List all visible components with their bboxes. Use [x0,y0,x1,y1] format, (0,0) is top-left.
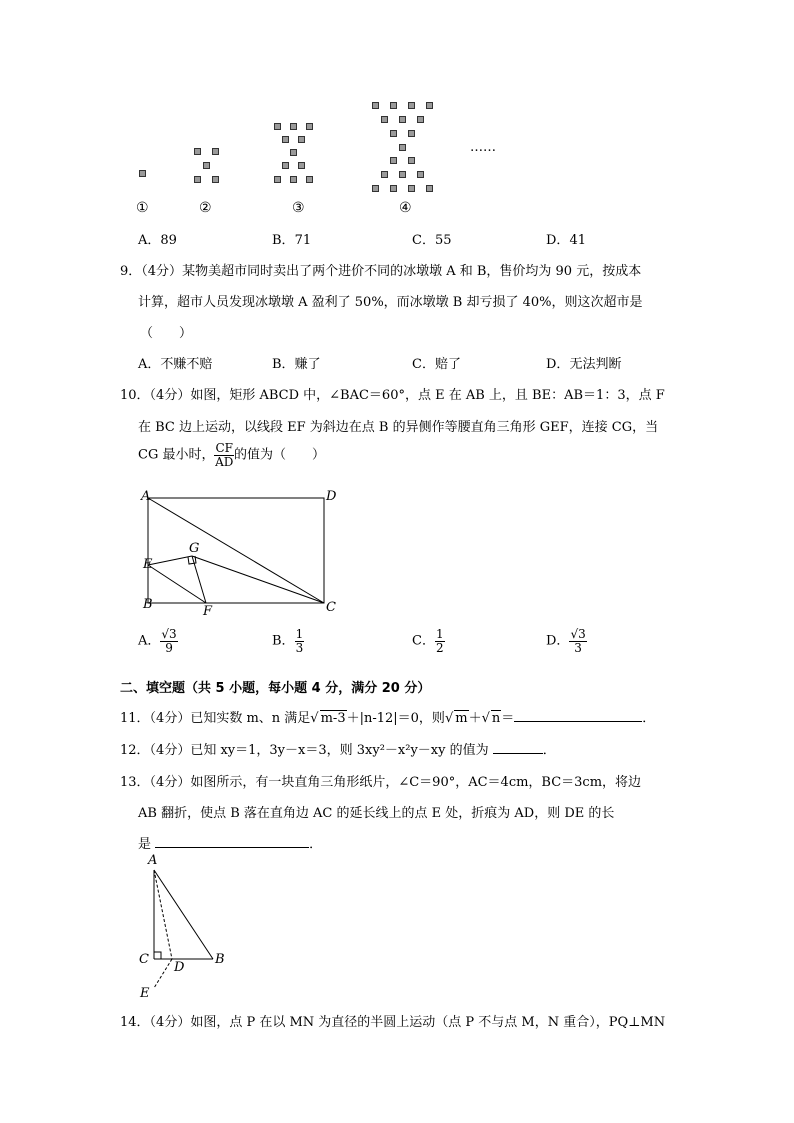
pattern-square [408,102,415,109]
q10-label-a: A [141,489,151,504]
pattern-square [298,136,305,143]
pattern-square [274,123,281,130]
pattern-square [282,162,289,169]
q13-label-b: B [215,952,225,967]
pattern-square [306,123,313,130]
q10-label-g: G [189,541,200,556]
pattern-square [372,185,379,192]
q9-line1: 9．（4分）某物美超市同时卖出了两个进价不同的冰墩墩 A 和 B，售价均为 90 元，按成本 [120,264,642,279]
q10-line3: CG 最小时， $\frac{CF}{AD}$ 的值为（ ） [138,441,325,469]
q14-line1: 14．（4分）如图，点 P 在以 MN 为直径的半圆上运动（点 P 不与点 M，N 重合），PQ⊥MN [120,1015,666,1030]
q10-label-b: B [143,597,153,612]
q13-label-a: A [148,853,158,868]
pattern-ellipsis: …… [470,140,496,155]
pattern-square [290,149,297,156]
pattern-square [417,171,424,178]
pattern-square [194,148,201,155]
q8-option-a: A．89 [138,233,177,248]
q13-label-d: D [174,960,185,975]
q10-label-d: D [326,489,337,504]
pattern-label-1: ① [136,200,149,216]
q13-line2: AB 翻折，使点 B 落在直角边 AC 的延长线上的点 E 处，折痕为 AD，则 DE 的长 [138,806,615,821]
q10-option-b: B． $\frac{1}{3}$ [272,627,304,655]
pattern-square [390,185,397,192]
pattern-square [408,130,415,137]
q9-option-d: D．无法判断 [546,357,622,372]
section-heading: 二、填空题（共 5 小题，每小题 4 分，满分 20 分） [120,681,431,696]
pattern-square [399,171,406,178]
q9-line3: （ ） [140,326,193,341]
pattern-square [290,176,297,183]
q10-label-e: E [143,557,153,572]
pattern-square [282,136,289,143]
q9-option-a: A．不赚不赔 [138,357,213,372]
q8-option-c: C．55 [412,233,452,248]
pattern-square [203,162,210,169]
pattern-square [390,130,397,137]
q13-line3: 是 ． [138,837,323,852]
pattern-square [408,157,415,164]
q13-label-e: E [140,986,150,1001]
q9-line2: 计算，超市人员发现冰墩墩 A 盈利了 50%，而冰墩墩 B 却亏损了 40%，则这次超市是 [138,295,643,310]
segment-de [154,959,172,988]
segment-eg [148,556,192,565]
q10-label-c: C [326,600,336,615]
pattern-label-3: ③ [292,200,305,216]
pattern-square [390,157,397,164]
q13-line1: 13．（4分）如图所示，有一块直角三角形纸片，∠C＝90°，AC＝4cm，BC＝3cm，将边 [120,775,642,790]
pattern-square [390,102,397,109]
q12-answer-blank[interactable] [493,753,543,754]
segment-ef [148,565,206,603]
pattern-square [381,116,388,123]
pattern-square [290,123,297,130]
pattern-square [417,116,424,123]
q11-line: 11．（4分）已知实数 m、n 满足√ m-3＋|n-12|＝0，则√ m＋√ n＝ ． [120,711,656,726]
q8-option-b: B．71 [272,233,312,248]
pattern-square [212,176,219,183]
q13-answer-blank[interactable] [155,847,309,848]
q12-line: 12．（4分）已知 xy＝1，3y－x＝3，则 3xy²－x²y－xy 的值为 ． [120,743,556,758]
pattern-square [306,176,313,183]
q10-fraction: $\frac{CF}{AD}$ [215,441,234,469]
right-angle-mark [154,952,161,959]
pattern-square [381,171,388,178]
pattern-square [426,102,433,109]
pattern-square [274,176,281,183]
pattern-label-4: ④ [399,200,412,216]
pattern-square [212,148,219,155]
q11-answer-blank[interactable] [514,721,642,722]
q13-triangle-figure [140,858,240,1008]
q10-option-a: A． $\frac{√3}{9}$ [138,627,177,655]
q10-rectangle-figure [140,488,340,620]
pattern-square [372,102,379,109]
pattern-label-2: ② [199,200,212,216]
q10-line1: 10．（4分）如图，矩形 ABCD 中，∠BAC＝60°，点 E 在 AB 上，且 BE：AB＝1：3，点 F [120,388,665,403]
q8-option-d: D．41 [546,233,586,248]
q10-option-c: C． $\frac{1}{2}$ [412,627,444,655]
q9-option-b: B．赚了 [272,357,321,372]
q13-label-c: C [139,952,149,967]
q10-line2: 在 BC 边上运动，以线段 EF 为斜边在点 B 的异侧作等腰直角三角形 GEF，连接 CG，当 [138,420,659,435]
pattern-square [408,185,415,192]
q10-option-d: D． $\frac{√3}{3}$ [546,627,586,655]
pattern-square [139,170,146,177]
pattern-square [194,176,201,183]
pattern-square [426,185,433,192]
diagonal-ac [148,498,324,603]
q9-option-c: C．赔了 [412,357,461,372]
q10-label-f: F [203,604,213,619]
pattern-square [298,162,305,169]
pattern-square [399,116,406,123]
pattern-square [399,144,406,151]
